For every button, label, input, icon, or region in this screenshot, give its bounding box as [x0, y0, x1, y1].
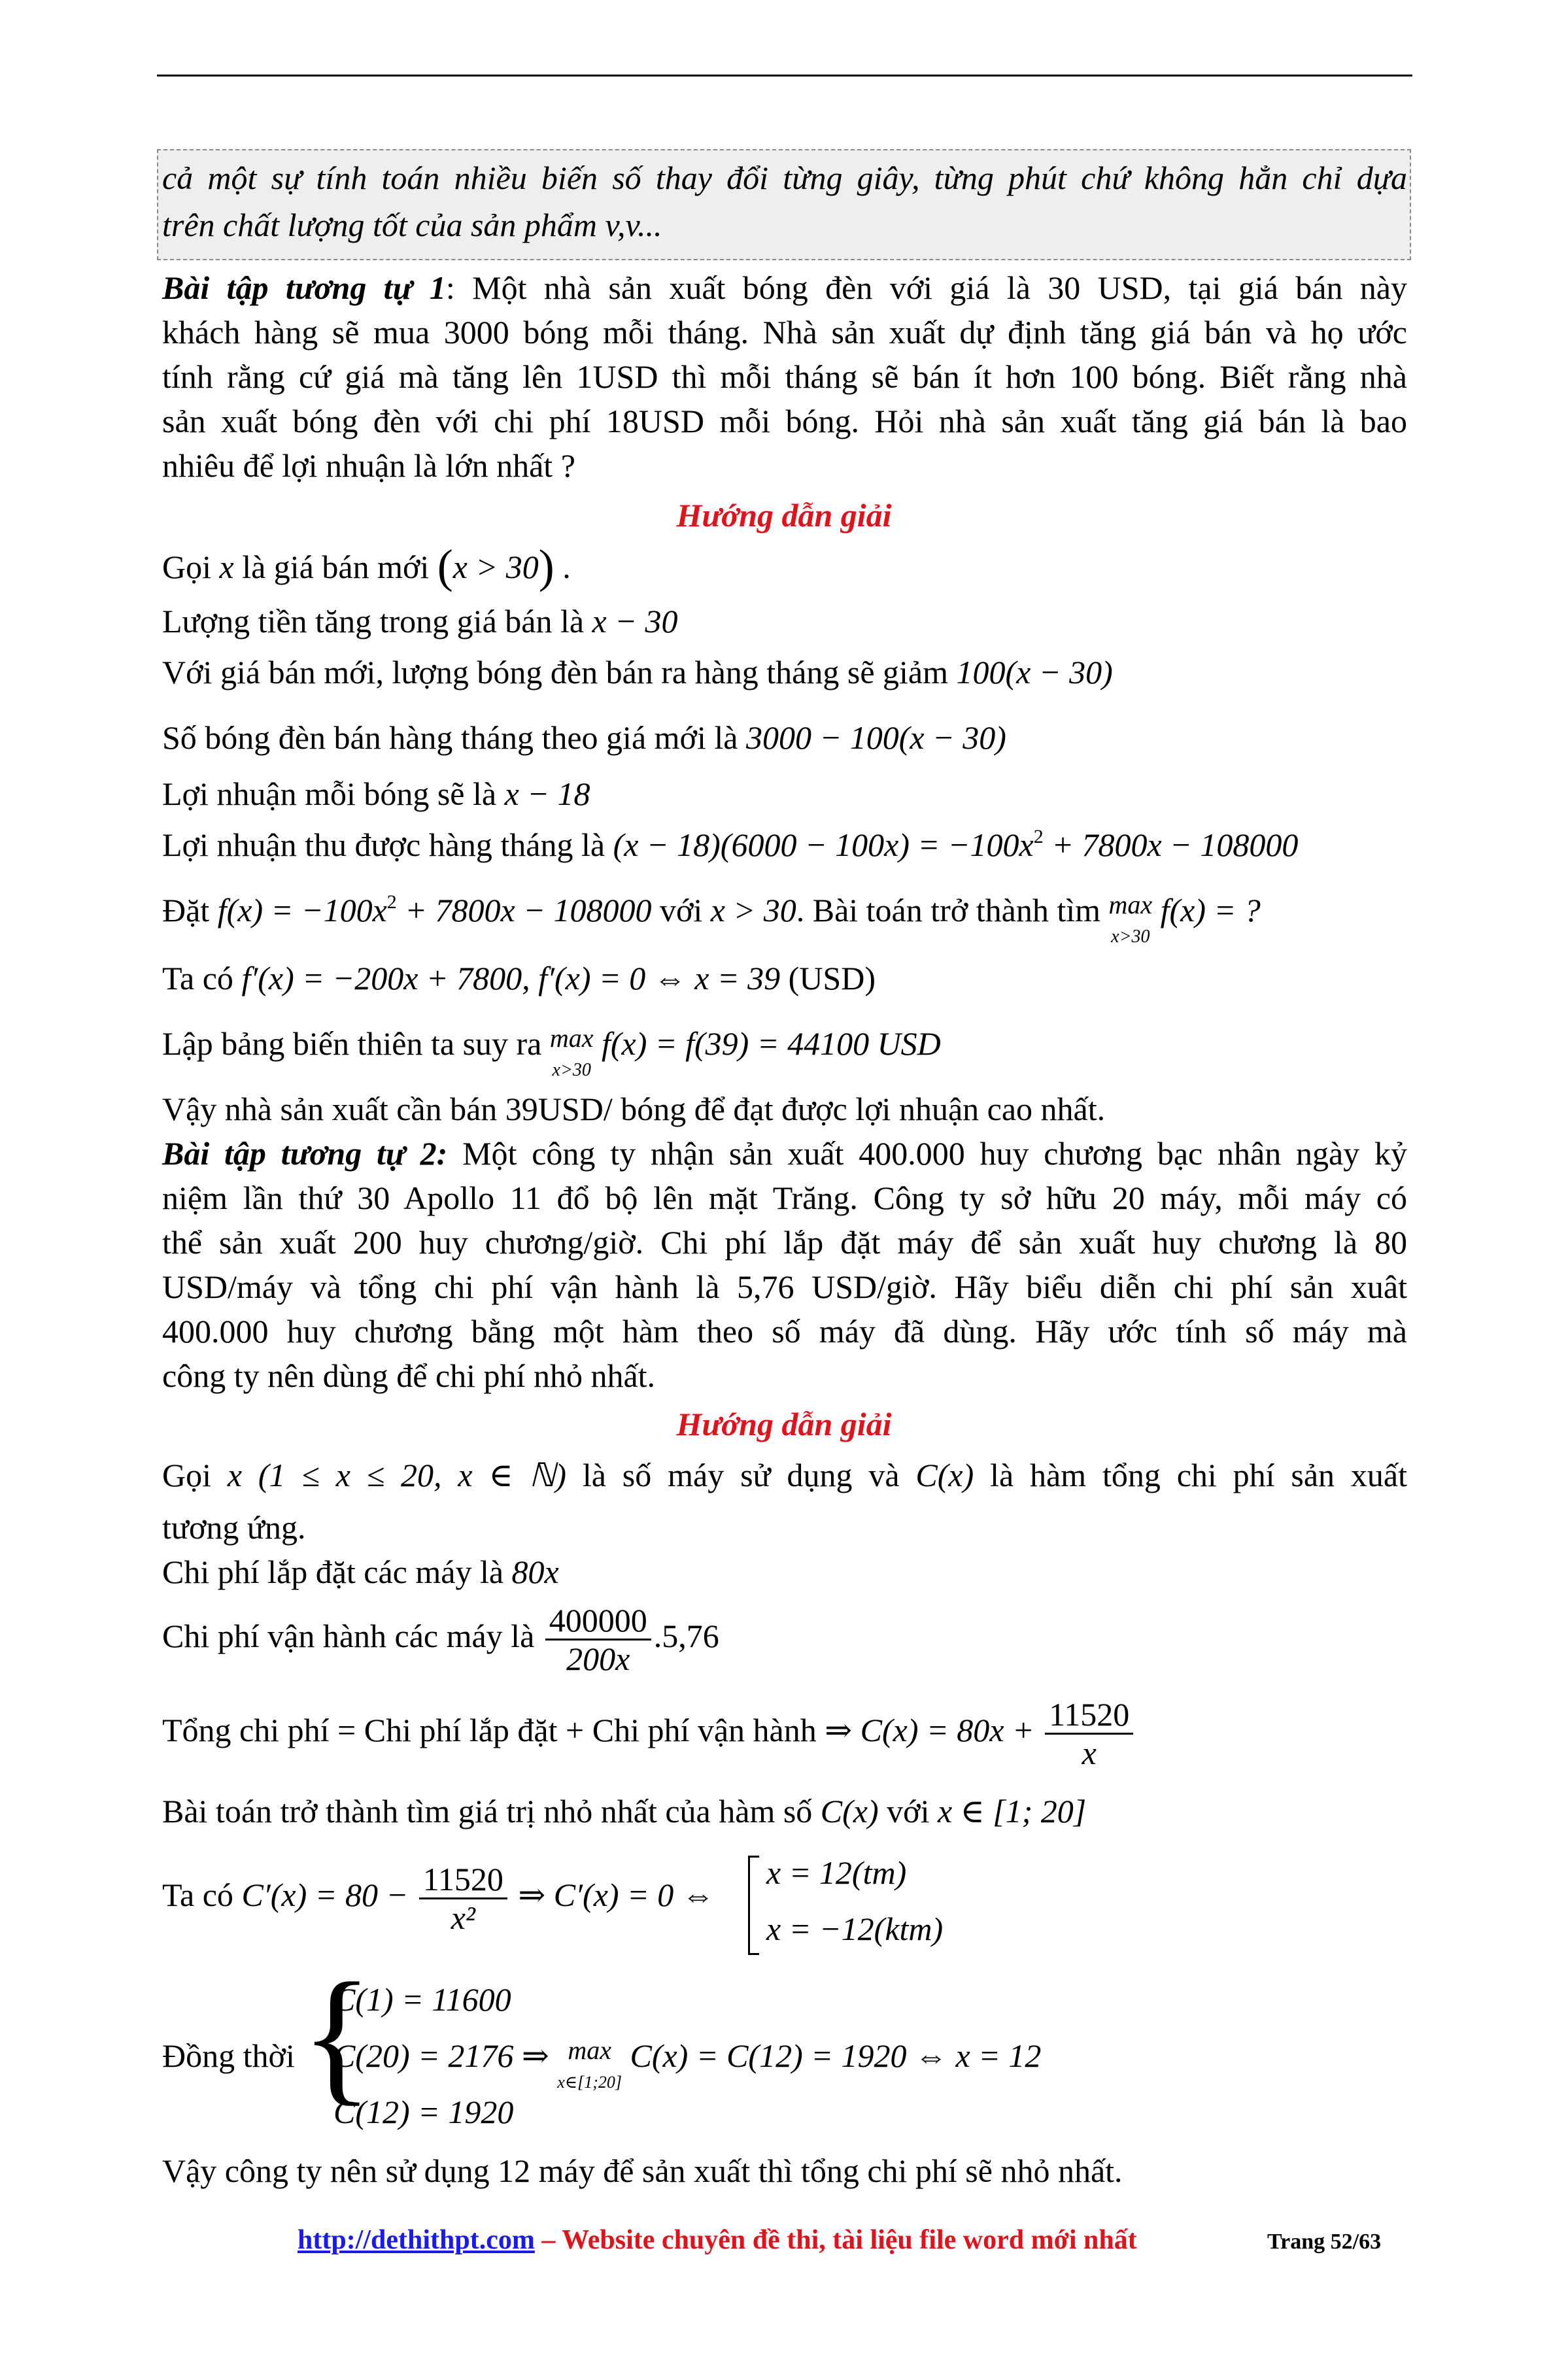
exercise-1-line-5: nhiêu để lợi nhuận là lớn nhất ? — [162, 447, 575, 484]
sol2-line-3: Chi phí lắp đặt các máy là 80x — [162, 1554, 559, 1590]
sol1-line-1: Gọi x là giá bán mới (x > 30) . — [162, 540, 571, 592]
sol2-line-6: Bài toán trở thành tìm giá trị nhỏ nhất của hàm số C(x) với x ∈ [1; 20] — [162, 1793, 1087, 1829]
exercise-1-line-1: Bài tập tương tự 1: Một nhà sản xuất bóng đèn với giá là 30 USD, tại giá bán này — [162, 269, 1407, 306]
system-c20: C(20) = 2176 ⇒ max x∈[1;20] C(x) = C(12) = 1920 ⇔ x = 12 — [333, 2035, 1042, 2092]
exercise-2-line-5: 400.000 huy chương bằng một hàm theo số máy đã dùng. Hãy ước tính số máy mà — [162, 1313, 1407, 1350]
fraction-operating-cost: $\frac{400000}{200x}$ — [545, 1602, 651, 1677]
exercise-2-label: Bài tập tương tự 2: — [162, 1135, 448, 1172]
sol2-line-4: Chi phí vận hành các máy là $\frac{400000}{200x}$ .5,76 — [162, 1602, 719, 1677]
footer-tagline: – Website chuyên đề thi, tài liệu file word mới nhất — [534, 2225, 1137, 2255]
exercise-1-line-3: tính rằng cứ giá mà tăng lên 1USD thì mỗi tháng sẽ bán ít hơn 100 bóng. Biết rằng nhà — [162, 358, 1407, 395]
exercise-2-line-1: Bài tập tương tự 2: Một công ty nhận sản xuất 400.000 huy chương bạc nhân ngày kỷ — [162, 1135, 1407, 1172]
sol1-line-4: Số bóng đèn bán hàng tháng theo giá mới là 3000 − 100(x − 30) — [162, 719, 1006, 756]
footer — [298, 2224, 1137, 2256]
exercise-1-line-2: khách hàng sẽ mua 3000 bóng mỗi tháng. Nhà sản xuất dự định tăng giá bán và họ ước — [162, 314, 1407, 350]
case-x-12: x = 12(tm) — [766, 1854, 907, 1891]
fraction-derivative: $\frac{11520}{\text{x²}}$ — [419, 1861, 507, 1936]
sol1-line-8: Ta có f′(x) = −200x + 7800, f′(x) = 0 ⇔ x = 39 (USD) — [162, 960, 876, 996]
sol1-line-6: Lợi nhuận thu được hàng tháng là $(x - 18)(6000 - 100x) = -100x^2 + 7800x - 108000$ — [162, 826, 1299, 863]
case-bracket — [748, 1856, 759, 1955]
note-line-2: trên chất lượng tốt của sản phẩm v,v... — [162, 207, 662, 243]
footer-website-link[interactable]: http://dethithpt.com — [298, 2225, 535, 2255]
solution-heading-2: Hướng dẫn giải — [676, 1406, 892, 1442]
sol2-conclusion: Vậy công ty nên sử dụng 12 máy để sản xuất thì tổng chi phí sẽ nhỏ nhất. — [162, 2152, 1123, 2189]
sol2-line-5: Tổng chi phí = Chi phí lắp đặt + Chi phí vận hành ⇒ C(x) = 80x + $\frac{11520}{x}$ — [162, 1696, 1136, 1771]
sol2-line-7: Ta có C′(x) = 80 − $\frac{11520}{\text{x²}}$ ⇒ C′(x) = 0 ⇔ — [162, 1861, 715, 1936]
sol1-conclusion: Vậy nhà sản xuất cần bán 39USD/ bóng để đạt được lợi nhuận cao nhất. — [162, 1091, 1106, 1127]
solution-heading-1: Hướng dẫn giải — [676, 497, 892, 534]
sol1-line-7: Đặt $f(x) = -100x^2 + 7800x - 108000$ với x > 30. Bài toán trở thành tìm max x>30 f(x) = ? — [162, 890, 1261, 947]
system-c1: C(1) = 11600 — [333, 1981, 511, 2018]
sol2-line-8-label: Đồng thời — [162, 2037, 295, 2074]
note-line-1: cả một sự tính toán nhiều biến số thay đổi từng giây, từng phút chứ không hẳn chỉ dựa — [162, 160, 1407, 196]
case-x-minus-12: x = −12(ktm) — [766, 1911, 944, 1947]
exercise-2-line-4: USD/máy và tổng chi phí vận hành là 5,76 USD/giờ. Hãy biểu diễn chi phí sản xuât — [162, 1268, 1407, 1305]
header-rule — [157, 75, 1412, 76]
system-c12: C(12) = 1920 — [333, 2094, 514, 2130]
exercise-2-line-2: niệm lần thứ 30 Apollo 11 đổ bộ lên mặt Trăng. Công ty sở hữu 20 máy, mỗi máy có — [162, 1180, 1407, 1216]
fraction-total-cost: $\frac{11520}{x}$ — [1045, 1696, 1133, 1771]
exercise-1-label: Bài tập tương tự 1 — [162, 269, 446, 306]
sol2-line-2: tương ứng. — [162, 1509, 306, 1546]
exercise-2-line-6: công ty nên dùng để chi phí nhỏ nhất. — [162, 1357, 656, 1394]
exercise-2-line-3: thể sản xuất 200 huy chương/giờ. Chi phí lắp đặt máy để sản xuất huy chương là 80 — [162, 1224, 1407, 1261]
system-brace: { — [301, 1952, 373, 2118]
sol1-line-5: Lợi nhuận mỗi bóng sẽ là x − 18 — [162, 775, 590, 812]
page-number: Trang 52/63 — [1267, 2230, 1382, 2254]
sol2-line-1: Gọi x (1 ≤ x ≤ 20, x ∈ ℕ) là số máy sử dụng và C(x) là hàm tổng chi phí sản xuất — [162, 1457, 1407, 1493]
sol1-line-3: Với giá bán mới, lượng bóng đèn bán ra hàng tháng sẽ giảm 100(x − 30) — [162, 654, 1113, 690]
sol1-line-2: Lượng tiền tăng trong giá bán là x − 30 — [162, 603, 678, 639]
sol1-line-9: Lập bảng biến thiên ta suy ra max x>30 f(x) = f(39) = 44100 USD — [162, 1023, 941, 1080]
exercise-1-line-4: sản xuất bóng đèn với chi phí 18USD mỗi bóng. Hỏi nhà sản xuất tăng giá bán là bao — [162, 403, 1407, 439]
